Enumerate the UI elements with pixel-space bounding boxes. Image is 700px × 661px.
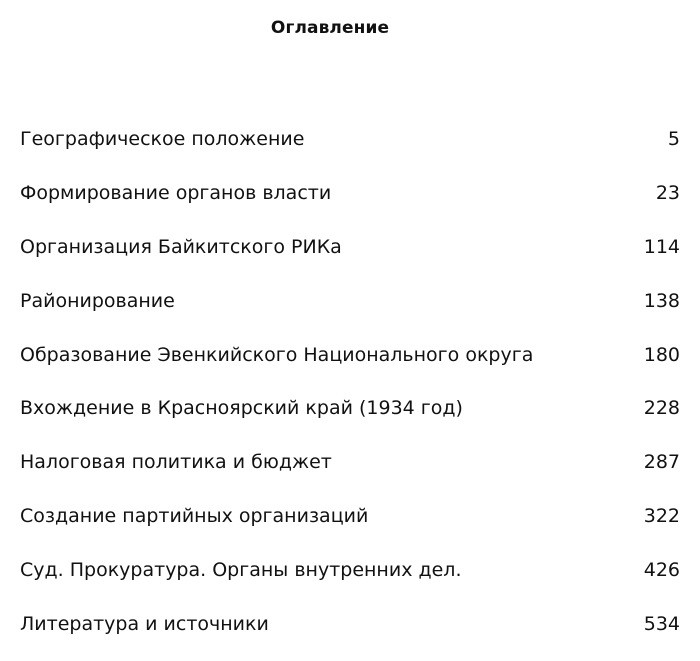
toc-entry-page-number: 426 [643, 559, 680, 582]
toc-entry-label: Литература и источники [20, 613, 269, 636]
toc-entry-page-number: 287 [643, 451, 680, 474]
toc-entry-label: Создание партийных организаций [20, 505, 369, 528]
toc-entry-zoning [20, 284, 680, 338]
toc-entry-label: Налоговая политика и бюджет [20, 451, 332, 474]
toc-entry-government-bodies [20, 176, 680, 230]
toc-entry-label: Районирование [20, 289, 175, 312]
toc-entry-label: Образование Эвенкийского Национального округа [20, 343, 534, 366]
toc-entry-page-number: 114 [643, 235, 680, 258]
toc-entry-label: Формирование органов власти [20, 181, 332, 204]
toc-entry-page-number: 228 [643, 397, 680, 420]
toc-list [20, 122, 680, 661]
toc-entry-page-number: 23 [655, 181, 680, 204]
toc-entry-label: Географическое положение [20, 128, 305, 150]
toc-entry-page-number: 322 [643, 505, 680, 528]
toc-entry-tax-policy [20, 445, 680, 499]
toc-entry-evenki-district [20, 338, 680, 392]
toc-entry-party-organizations [20, 499, 680, 553]
toc-entry-page-number: 534 [643, 613, 680, 636]
toc-entry-geographic-position [20, 122, 680, 176]
toc-entry-page-number: 180 [643, 343, 680, 366]
toc-entry-literature-sources [20, 607, 680, 661]
toc-entry-page-number: 5 [667, 128, 680, 150]
toc-title: Оглавление [270, 18, 390, 38]
toc-entry-label: Вхождение в Красноярский край (1934 год) [20, 397, 463, 420]
toc-entry-page-number: 138 [643, 289, 680, 312]
toc-entry-label: Организация Байкитского РИКа [20, 235, 342, 258]
toc-entry-baikit-rik [20, 230, 680, 284]
toc-entry-court-prosecution [20, 553, 680, 607]
toc-entry-label: Суд. Прокуратура. Органы внутренних дел. [20, 559, 462, 582]
toc-entry-krasnoyarsk-krai [20, 391, 680, 445]
